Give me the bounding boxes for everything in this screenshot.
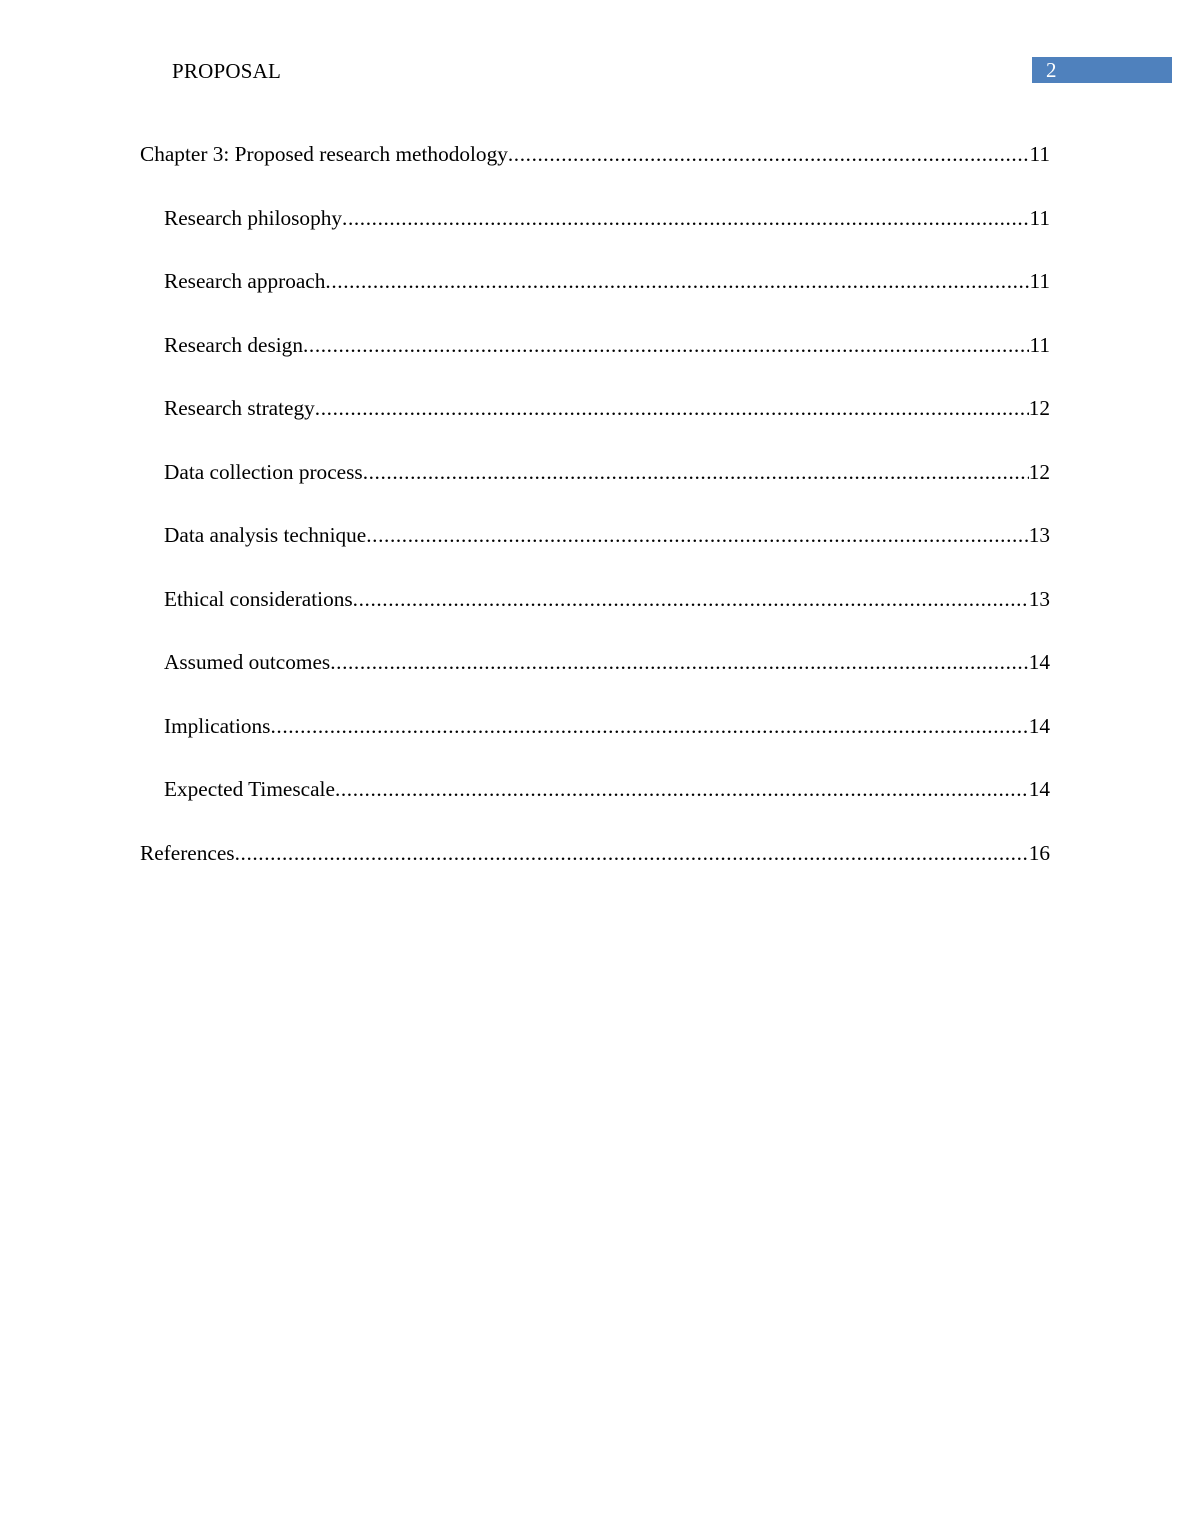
toc-entry-page: 11	[1029, 332, 1050, 357]
toc-entry-references[interactable]	[140, 835, 1050, 899]
toc-dot-leader	[353, 581, 1029, 617]
toc-dot-leader	[270, 708, 1028, 744]
toc-entry-text: Research design	[164, 332, 303, 357]
toc-entry-page: 11	[1029, 205, 1050, 230]
toc-entry-research-strategy[interactable]	[140, 390, 1050, 454]
toc-entry-page: 11	[1029, 142, 1050, 166]
toc-entry-text: Chapter 3: Proposed research methodology	[140, 142, 508, 166]
table-of-contents	[140, 136, 1050, 898]
running-header-title: PROPOSAL	[172, 59, 281, 83]
toc-entry-text: Data collection process	[164, 459, 363, 484]
toc-entry-page: 12	[1028, 459, 1050, 484]
toc-entry-text: Research philosophy	[164, 205, 343, 230]
toc-entry-text: Research strategy	[164, 396, 315, 420]
toc-entry-text: Ethical considerations	[164, 586, 353, 611]
toc-dot-leader	[325, 263, 1029, 299]
toc-entry-page: 14	[1028, 650, 1050, 674]
toc-entry-data-collection-process[interactable]	[140, 454, 1050, 518]
toc-dot-leader	[303, 327, 1030, 363]
toc-entry-page: 12	[1028, 396, 1050, 420]
toc-entry-page: 16	[1028, 840, 1050, 865]
toc-dot-leader	[342, 200, 1029, 236]
toc-entry-page: 11	[1029, 269, 1050, 293]
toc-entry-expected-timescale[interactable]	[140, 771, 1050, 835]
page-number-badge: 2	[1032, 57, 1172, 83]
toc-entry-text: Research approach	[164, 269, 326, 293]
toc-entry-ethical-considerations[interactable]	[140, 581, 1050, 645]
toc-entry-page: 13	[1028, 586, 1050, 611]
toc-dot-leader	[508, 136, 1030, 172]
toc-entry-text: Assumed outcomes	[164, 650, 331, 674]
toc-entry-page: 14	[1028, 777, 1050, 801]
toc-entry-research-philosophy[interactable]	[140, 200, 1050, 264]
toc-entry-data-analysis-technique[interactable]	[140, 517, 1050, 581]
toc-entry-text: Data analysis technique	[164, 523, 367, 547]
toc-entry-research-approach[interactable]	[140, 263, 1050, 327]
toc-dot-leader	[335, 771, 1029, 807]
toc-entry-chapter-3[interactable]	[140, 136, 1050, 200]
toc-entry-page: 14	[1028, 713, 1050, 738]
toc-entry-text: Expected Timescale	[164, 777, 335, 801]
toc-dot-leader	[366, 517, 1028, 553]
toc-dot-leader	[330, 644, 1028, 680]
toc-entry-research-design[interactable]	[140, 327, 1050, 391]
toc-entry-page: 13	[1028, 523, 1050, 547]
toc-dot-leader	[235, 835, 1029, 871]
toc-dot-leader	[315, 390, 1029, 426]
toc-entry-text: References	[140, 840, 235, 865]
toc-dot-leader	[363, 454, 1029, 490]
toc-entry-implications[interactable]	[140, 708, 1050, 772]
toc-entry-assumed-outcomes[interactable]	[140, 644, 1050, 708]
toc-entry-text: Implications	[164, 713, 271, 738]
